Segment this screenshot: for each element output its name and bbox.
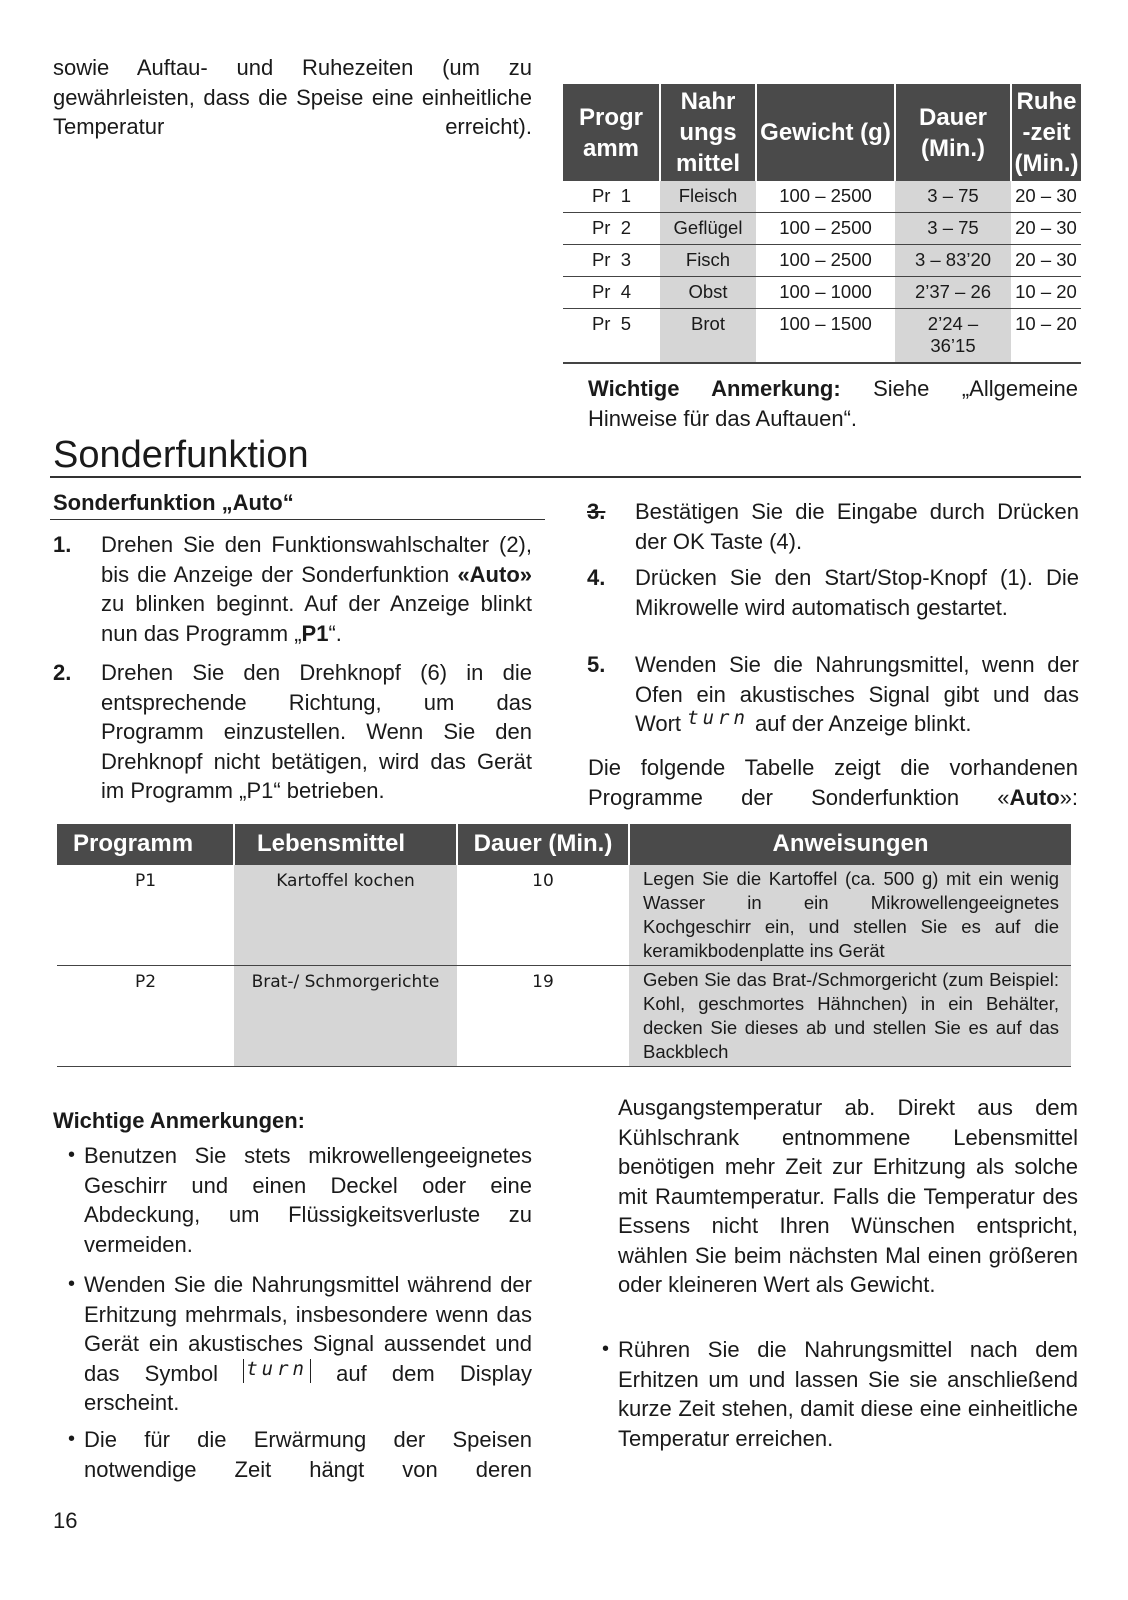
step-3-number: 3. [587,499,606,524]
step-4-number: 4. [587,565,606,590]
note-bullet-3-continued: Ausgangstemperatur ab. Direkt aus dem Kühlschrank entnommene Lebensmittel benötigen mehr Zeit zur Erhitzung als solche mit Raumtemperatur. Falls die Temperatur des Essens nicht Ihren Wünschen entspricht, wählen Sie beim nächsten Mal einen größeren oder kleineren Wert als Gewicht. [618,1095,1078,1297]
cell-duration: 10 [457,865,629,966]
cell-food: Geflügel [660,213,756,245]
subsection-title: Sonderfunktion „Auto“ [53,490,294,515]
defrost-program-table [563,84,1081,364]
cell-duration: 3 – 75 [895,213,1011,245]
header-instructions: Anweisungen [629,824,1071,865]
table-row [563,213,1081,245]
cell-rest: 20 – 30 [1011,213,1081,245]
cell-food: Brot [660,309,756,364]
cell-food: Kartoffel kochen [234,865,457,966]
cell-program: Pr 1 [563,181,660,213]
table-row [563,245,1081,277]
cell-program: P2 [57,966,234,1067]
header-duration: Dauer (Min.) [457,824,629,865]
note-text: Siehe „Allgemeine Hinweise für das Auftauen“. [588,376,1078,431]
cell-rest: 20 – 30 [1011,245,1081,277]
cell-duration: 19 [457,966,629,1067]
header-program: Progr amm [563,84,660,181]
cell-instructions: Geben Sie das Brat-/Schmorgericht (zum Beispiel: Kohl, geschmortes Hähnchen) in ein Behälter, decken Sie dieses ab und stellen Sie es auf das Backblech [629,966,1071,1067]
table-row [57,966,1071,1067]
note-bullet-3: Die für die Erwärmung der Speisen notwendige Zeit hängt von deren [84,1427,532,1482]
cell-program: Pr 5 [563,309,660,364]
cell-food: Brat-/ Schmorgerichte [234,966,457,1067]
section-title: Sonderfunktion [53,434,309,476]
step-5-text [635,650,1079,739]
step-5-part-a: Wenden Sie die Nahrungsmittel, wenn der Ofen ein akustisches Signal gibt und das Wort [635,652,1079,736]
note-bullet-4: Rühren Sie die Nahrungsmittel nach dem Erhitzen um und lassen Sie sie anschließend kurze Zeit stehen, damit diese eine einheitliche Temperatur erreichen. [618,1337,1078,1451]
step-2-number: 2. [53,660,72,685]
cell-weight: 100 – 1000 [756,277,895,309]
cell-food: Fisch [660,245,756,277]
table-intro-d: »: [1059,784,1078,810]
table-row [563,277,1081,309]
table-row [563,181,1081,213]
cell-duration: 2’24 – 36’15 [895,309,1011,364]
turn-display-icon: turn [687,707,749,729]
cell-duration: 2’37 – 26 [895,277,1011,309]
cell-food: Fleisch [660,181,756,213]
cell-weight: 100 – 2500 [756,213,895,245]
header-duration: Dauer (Min.) [895,84,1011,181]
note-bullet-1: Benutzen Sie stets mikrowellengeeignetes Geschirr und einen Deckel oder eine Abdeckung, um Flüssigkeitsverluste zu vermeiden. [84,1143,532,1257]
step-5-number: 5. [587,652,606,677]
step-1-part-c: zu blinken beginnt. Auf der Anzeige blinkt nun das Programm „ [101,591,532,646]
header-food: Nahr ungs mittel [660,84,756,181]
step-5-part-b: auf der Anzeige blinkt. [748,711,972,736]
note-bullet-2-b: auf dem Display erscheint. [84,1360,532,1415]
step-1-p1: P1 [301,620,329,646]
cell-instructions: Legen Sie die Kartoffel (ca. 500 g) mit ein wenig Wasser in ein Mikrowellengeeignetes Kochgeschirr ein, und stellen Sie es auf die keramikbodenplatte ins Gerät [629,865,1071,966]
cell-program: P1 [57,865,234,966]
cell-duration: 3 – 83’20 [895,245,1011,277]
header-rest-time: Ruhe -zeit (Min.) [1011,84,1081,181]
cell-duration: 3 – 75 [895,181,1011,213]
cell-program: Pr 2 [563,213,660,245]
step-4-text: Drücken Sie den Start/Stop-Knopf (1). Die Mikrowelle wird automatisch gestartet. [635,565,1079,620]
step-1-text [101,530,532,648]
cell-rest: 10 – 20 [1011,309,1081,364]
table-intro-auto: Auto [1009,784,1060,810]
page-number: 16 [53,1508,78,1533]
subsection-rule [50,519,545,520]
intro-paragraph: sowie Auftau- und Ruhezeiten (um zu gewährleisten, dass die Speise eine einheitliche Temperatur erreicht). [53,55,532,139]
header-program: Programm [57,824,234,865]
step-1-part-e: “. [328,620,342,646]
important-note-top [588,374,1078,433]
cell-weight: 100 – 2500 [756,245,895,277]
note-bullet-2 [84,1270,532,1418]
bullet-symbol: • [68,1428,76,1450]
step-1-part-a: Drehen Sie den Funktionswahlschalter (2), bis die Anzeige der Sonderfunktion [101,532,532,587]
table-row [563,309,1081,364]
cell-weight: 100 – 1500 [756,309,895,364]
header-food: Lebensmittel [234,824,457,865]
cell-weight: 100 – 2500 [756,181,895,213]
note-bullet-2-a: Wenden Sie die Nahrungsmittel während der Erhitzung mehrmals, insbesondere wenn das Gerät ein akustisches Signal aussendet und das Symbol [84,1272,532,1386]
header-weight: Gewicht (g) [756,84,895,181]
section-title-rule [50,476,1081,478]
notes-title: Wichtige Anmerkungen: [53,1108,306,1133]
table-row [57,865,1071,966]
cell-program: Pr 4 [563,277,660,309]
step-2-text: Drehen Sie den Drehknopf (6) in die entsprechende Richtung, um das Programm einzustellen. Wenn Sie den Drehknopf nicht betätigen, wird das Gerät im Programm „P1“ betrieben. [101,660,532,803]
cell-rest: 10 – 20 [1011,277,1081,309]
note-label: Wichtige Anmerkung: [588,376,841,401]
table-header-row [57,824,1071,865]
step-3-text: Bestätigen Sie die Eingabe durch Drücken der OK Taste (4). [635,499,1079,554]
step-1-auto: «Auto» [457,561,532,587]
table-intro-b: « [997,784,1010,810]
table-header-row [563,84,1081,181]
bullet-symbol: • [602,1338,610,1360]
turn-symbol-icon: turn [243,1359,311,1383]
table-intro [588,753,1078,812]
step-1-number: 1. [53,532,72,557]
bullet-symbol: • [68,1273,76,1295]
auto-program-table [57,824,1071,1067]
bullet-symbol: • [68,1144,76,1166]
table-intro-a: Die folgende Tabelle zeigt die vorhandenen Programme der Sonderfunktion [588,755,1078,810]
cell-food: Obst [660,277,756,309]
cell-rest: 20 – 30 [1011,181,1081,213]
cell-program: Pr 3 [563,245,660,277]
